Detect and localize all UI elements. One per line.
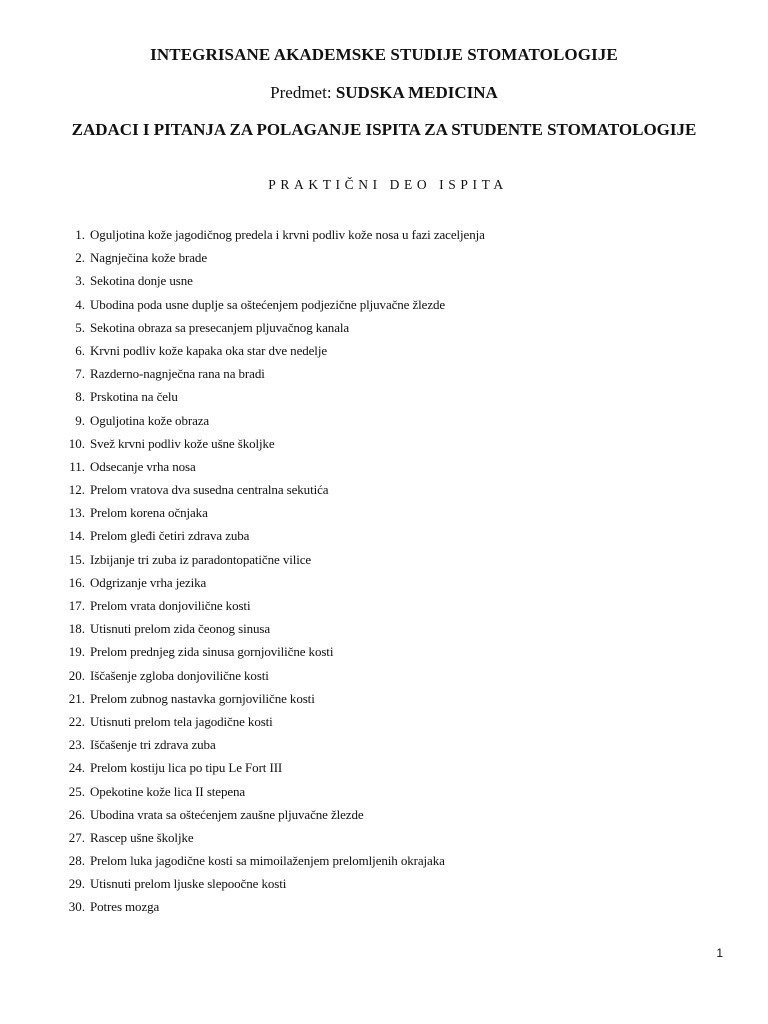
question-number: 12. [68, 482, 85, 498]
question-text: Opekotine kože lica II stepena [90, 783, 246, 799]
question-text: Utisnuti prelom ljuske slepoočne kosti [90, 876, 287, 892]
subject-value: SUDSKA MEDICINA [335, 83, 498, 102]
question-text: Prskotina na čelu [90, 389, 178, 405]
question-number: 29. [68, 876, 85, 892]
question-number: 23. [68, 737, 85, 753]
section-heading: PRAKTIČNI DEO ISPITA [268, 177, 508, 192]
question-text: Sekotina obraza sa presecanjem pljuvačnog kanala [90, 319, 350, 335]
question-number: 4. [75, 296, 85, 312]
question-text: Prelom prednjeg zida sinusa gornjovilične kosti [90, 644, 334, 660]
question-number: 8. [75, 389, 85, 405]
question-text: Utisnuti prelom zida čeonog sinusa [90, 621, 271, 637]
question-number: 21. [68, 690, 85, 706]
question-number: 11. [69, 458, 85, 474]
question-number: 18. [68, 621, 85, 637]
question-text: Odgrizanje vrha jezika [90, 574, 207, 590]
question-number: 26. [68, 806, 85, 822]
question-number: 14. [68, 528, 85, 544]
document-title: ZADACI I PITANJA ZA POLAGANJE ISPITA ZA STUDENTE STOMATOLOGIJE [71, 120, 697, 139]
question-number: 17. [68, 598, 85, 613]
question-number: 19. [68, 644, 85, 660]
question-text: Iščašenje zgloba donjovilične kosti [90, 667, 269, 683]
question-text: Svež krvni podliv kože ušne školjke [90, 435, 275, 451]
question-text: Ubodina poda usne duplje sa oštećenjem podjezične pljuvačne žlezde [90, 296, 446, 312]
question-number: 1. [75, 227, 85, 242]
question-text: Prelom gleđi četiri zdrava zuba [90, 528, 250, 544]
question-number: 22. [68, 713, 85, 729]
question-text: Sekotina donje usne [90, 273, 193, 289]
question-number: 2. [75, 250, 85, 266]
question-text: Razderno-nagnječna rana na bradi [90, 366, 265, 382]
question-number: 27. [68, 829, 85, 845]
subject-line [0, 83, 768, 103]
question-text: Potres mozga [90, 899, 160, 915]
question-number: 5. [75, 319, 85, 335]
question-text: Nagnječina kože brade [90, 250, 208, 266]
question-text: Prelom vrata donjovilične kosti [90, 598, 251, 613]
question-text: Prelom kostiju lica po tipu Le Fort III [90, 760, 283, 776]
question-text: Prelom luka jagodične kosti sa mimoilaženjem prelomljenih okrajaka [90, 853, 445, 869]
question-text: Oguljotina kože jagodičnog predela i krvni podliv kože nosa u fazi zaceljenja [90, 227, 485, 242]
question-text: Prelom korena očnjaka [90, 505, 208, 521]
question-number: 24. [68, 760, 85, 776]
question-text: Iščašenje tri zdrava zuba [90, 737, 216, 753]
question-number: 15. [68, 551, 85, 567]
question-text: Rascep ušne školjke [90, 829, 194, 845]
question-text: Prelom vratova dva susedna centralna sekutića [90, 482, 329, 498]
question-text: Odsecanje vrha nosa [90, 458, 196, 474]
question-number: 25. [68, 783, 85, 799]
question-text: Ubodina vrata sa oštećenjem zaušne pljuvačne žlezde [90, 806, 364, 822]
question-number: 28. [68, 853, 85, 869]
question-number: 7. [75, 366, 85, 382]
question-number: 9. [75, 412, 85, 428]
question-text: Izbijanje tri zuba iz paradontopatične vilice [90, 551, 312, 567]
question-number: 30. [68, 899, 85, 915]
subject-label: Predmet: [270, 83, 336, 102]
question-number: 13. [68, 505, 85, 521]
question-number: 20. [68, 667, 85, 683]
question-text: Krvni podliv kože kapaka oka star dve nedelje [90, 342, 327, 358]
question-text: Prelom zubnog nastavka gornjovilične kosti [90, 690, 315, 706]
question-number: 16. [68, 574, 85, 590]
question-number: 3. [75, 273, 85, 289]
page-number: 1 [716, 946, 723, 960]
question-number: 10. [68, 435, 85, 451]
question-text: Oguljotina kože obraza [90, 412, 210, 428]
question-text: Utisnuti prelom tela jagodične kosti [90, 713, 273, 729]
question-number: 6. [75, 342, 85, 358]
institution-heading: INTEGRISANE AKADEMSKE STUDIJE STOMATOLOGIJE [150, 45, 618, 64]
